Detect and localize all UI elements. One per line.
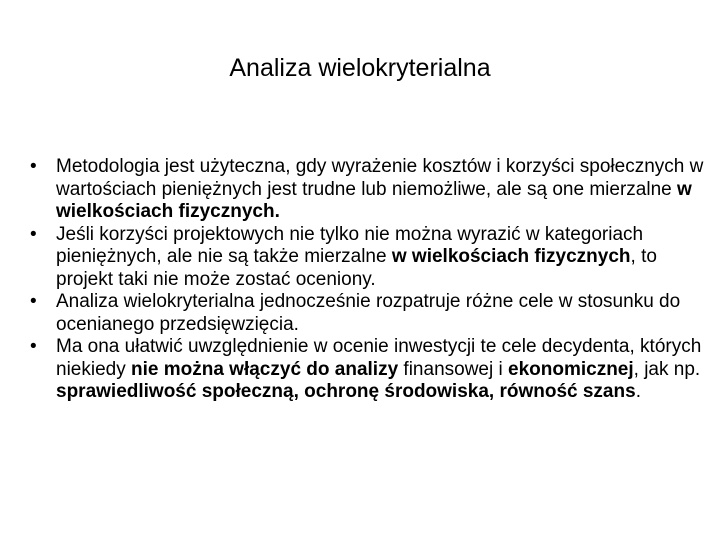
- bullet-dot-icon: •: [30, 336, 37, 357]
- slide-title: Analiza wielokryterialna: [229, 54, 491, 82]
- bullet-item: [30, 156, 714, 224]
- bullet-item: [30, 336, 714, 404]
- bullet-segment-bold: sprawiedliwość społeczną, ochronę środowiska, równość szans: [56, 381, 636, 402]
- bullet-text: [56, 224, 657, 290]
- bullet-segment-bold: nie można włączyć do analizy: [131, 358, 399, 380]
- bullet-dot-icon: •: [30, 156, 37, 177]
- bullet-segment: Ma ona ułatwić uwzględnienie w ocenie inwestycji te cele decydenta, których niekiedy: [56, 336, 702, 380]
- bullet-text: [56, 156, 703, 222]
- bullet-dot-icon: •: [30, 223, 37, 245]
- bullet-segment: Analiza wielokryterialna jednocześnie rozpatruje różne cele w stosunku do ocenianego przedsięwzięcia.: [56, 291, 681, 335]
- bullet-segment-bold: ekonomicznej: [508, 358, 634, 380]
- bullet-segment: .: [635, 381, 641, 402]
- bullet-segment-bold: w wielkościach fizycznych: [391, 246, 631, 267]
- bullet-segment: Metodologia jest użyteczna, gdy wyrażenie kosztów i korzyści społecznych w wartościach pieniężnych jest trudne lub niemożliwe, ale są one mierzalne: [56, 156, 704, 200]
- bullet-dot-icon: •: [30, 291, 37, 312]
- bullet-segment: finansowej i: [398, 358, 508, 380]
- bullet-list: [30, 156, 714, 404]
- bullet-segment: Jeśli korzyści projektowych nie tylko nie można wyrazić w kategoriach pieniężnych, ale nie są także mierzalne: [56, 223, 644, 267]
- bullet-segment: , to projekt taki nie może zostać oceniony.: [56, 246, 657, 290]
- bullet-segment-bold: w wielkościach fizycznych.: [56, 178, 692, 222]
- bullet-item: [30, 291, 714, 336]
- bullet-text: [56, 336, 701, 402]
- bullet-item: [30, 224, 714, 292]
- bullet-segment: , jak np.: [633, 358, 701, 380]
- bullet-text: [56, 291, 680, 335]
